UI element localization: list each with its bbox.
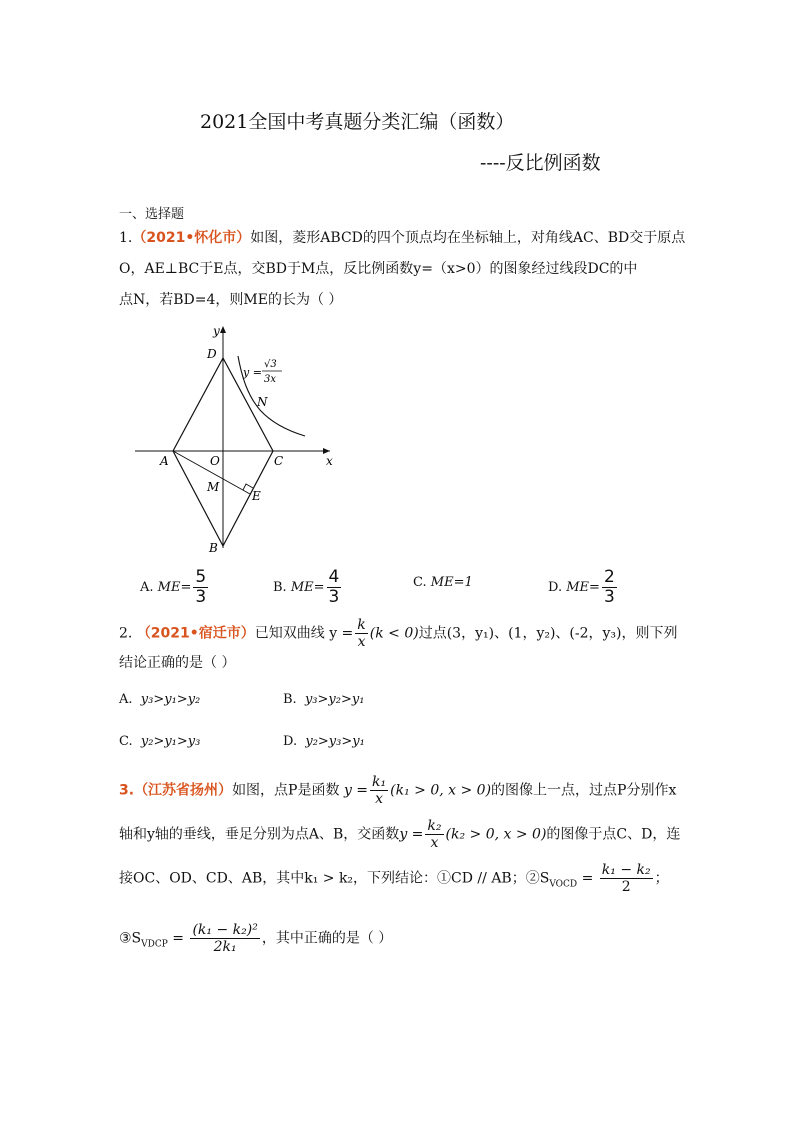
label-n: N [257,395,268,409]
rhombus-figure [130,318,345,558]
q3-line3: 接OC、OD、CD、AB，其中k₁ > k₂，下列结论：①CD // AB；$②S_{VOCD}$ = $\frac{\text{k₁ − k₂}}{2}$ ； [119,862,669,895]
q1-option-b: B. ME= $\frac{4}{3}$ [273,567,340,607]
q1-number: 1. [119,230,133,246]
func-den: 3x [264,374,277,385]
label-b: B [209,541,218,555]
q3-line4: $③S_{VDCP}$ = $\frac{\text{(k₁ − k₂)²}}{\text{2k₁}}$ ，其中正确的是（ ） [119,922,393,955]
q1-option-a: A. ME= $\frac{5}{3}$ [140,567,207,607]
label-m: M [207,480,220,494]
q3-line1: 3.（江苏省扬州）如图，点P是函数 y = $\frac{\text{k₁}}{x}$ (k₁ > 0, x > 0)的图像上一点，过点P分别作x [119,774,677,807]
q2-option-b: B. y₃>y₂>y₁ [283,692,365,707]
label-o: O [210,454,220,468]
page-title: 2021全国中考真题分类汇编（函数） [200,111,515,133]
label-x: x [326,454,333,468]
y-axis-arrow [220,326,226,333]
q2-option-d: D. y₂>y₃>y₁ [283,734,365,749]
func-lhs: y = [243,366,262,379]
page-subtitle: ----反比例函数 [480,152,601,174]
q1-option-d: D. ME= $\frac{2}{3}$ [548,567,615,607]
q2-source: （2021•宿迁市） [136,625,255,642]
q1-text-1: 如图，菱形ABCD的四个顶点均在坐标轴上，对角线AC、BD交于原点 [250,230,686,246]
q3-source: （江苏省扬州） [134,782,233,799]
q2-line2: 结论正确的是（ ） [119,655,236,671]
q1-line3: 点N，若BD=4，则ME的长为（ ） [119,292,343,308]
label-a: A [160,454,169,468]
q2-option-c: C. y₂>y₁>y₃ [119,734,201,749]
label-c: C [274,454,284,468]
q1-line1 [119,228,685,248]
label-y: y [213,324,220,338]
q3-line2: 轴和y轴的垂线，垂足分别为点A、B，交函数y = $\frac{\text{k₂}}{x}$ (k₂ > 0, x > 0)的图像于点C、D，连 [119,818,681,851]
func-num: √3 [264,359,277,370]
label-d: D [207,347,217,361]
q1-line2: O，AE⊥BC于E点，交BD于M点，反比例函数y=（x>0）的图象经过线段DC的中 [119,261,638,277]
q2-option-a: A. y₃>y₁>y₂ [119,692,201,707]
section-heading: 一、选择题 [119,207,185,222]
q2-line1: 2. （2021•宿迁市）已知双曲线 y = $\frac{k}{x}$ (k < 0)过点(3，y₁)、(1，y₂)、(-2，y₃)，则下列 [119,617,678,650]
label-e: E [252,489,261,503]
q1-option-c: C. ME=1 [413,575,473,590]
q1-source: （2021•怀化市） [132,230,251,246]
